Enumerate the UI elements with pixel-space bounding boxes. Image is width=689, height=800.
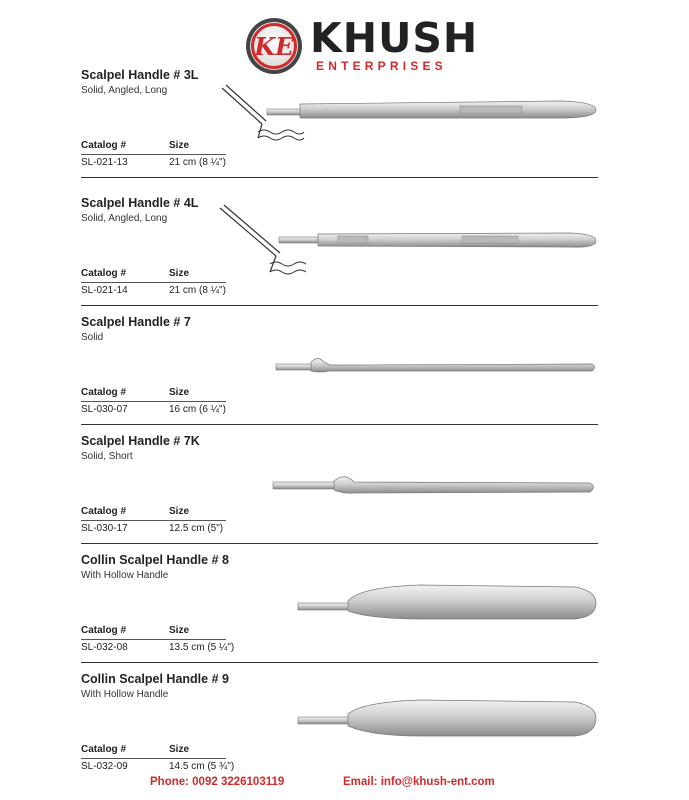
- product-card: [0, 426, 689, 544]
- product-title: Collin Scalpel Handle # 9: [81, 672, 229, 686]
- catalog-number: SL-021-13: [81, 157, 128, 168]
- catalog-header: Catalog #: [81, 140, 127, 151]
- section-divider: [81, 543, 598, 544]
- section-divider: [81, 177, 598, 178]
- product-card: [0, 307, 689, 425]
- catalog-header: Catalog #: [81, 744, 127, 755]
- size-header: Size: [169, 268, 190, 279]
- product-card: [0, 60, 689, 178]
- product-title: Scalpel Handle # 4L: [81, 196, 199, 210]
- size-value: 13.5 cm (5 ¼"): [169, 642, 235, 653]
- product-description: Solid, Short: [81, 451, 133, 462]
- short-scalpel-handle-icon: [0, 426, 689, 544]
- size-header: Size: [169, 625, 190, 636]
- section-divider: [81, 662, 598, 663]
- size-header: Size: [169, 387, 190, 398]
- size-value: 12.5 cm (5"): [169, 523, 224, 534]
- brand-tagline: ENTERPRISES: [316, 59, 447, 73]
- product-description: Solid, Angled, Long: [81, 213, 168, 224]
- catalog-number: SL-032-08: [81, 642, 128, 653]
- logo-mark-text: KE: [254, 32, 294, 61]
- section-divider: [81, 305, 598, 306]
- size-value: 21 cm (8 ¼"): [169, 285, 226, 296]
- angled-scalpel-handle-icon: [0, 60, 689, 178]
- size-value: 16 cm (6 ¼"): [169, 404, 226, 415]
- product-description: Solid, Angled, Long: [81, 85, 168, 96]
- hollow-scalpel-handle-icon: [0, 664, 689, 774]
- product-title: Scalpel Handle # 7: [81, 315, 191, 329]
- catalog-number: SL-030-17: [81, 523, 128, 534]
- size-header: Size: [169, 506, 190, 517]
- product-card: [0, 664, 689, 782]
- catalog-number: SL-021-14: [81, 285, 128, 296]
- catalog-number: SL-032-09: [81, 761, 128, 772]
- email-address: Email: info@khush-ent.com: [343, 776, 495, 788]
- product-title: Scalpel Handle # 7K: [81, 434, 200, 448]
- catalog-header: Catalog #: [81, 387, 127, 398]
- product-title: Scalpel Handle # 3L: [81, 68, 199, 82]
- product-title: Collin Scalpel Handle # 8: [81, 553, 229, 567]
- catalog-header: Catalog #: [81, 268, 127, 279]
- product-description: With Hollow Handle: [81, 570, 169, 581]
- size-header: Size: [169, 744, 190, 755]
- phone-number: Phone: 0092 3226103119: [150, 776, 285, 788]
- contact-footer: [0, 776, 689, 794]
- brand-name: KHUSH: [310, 14, 479, 62]
- product-description: Solid: [81, 332, 104, 343]
- product-description: With Hollow Handle: [81, 689, 169, 700]
- size-value: 21 cm (8 ¼"): [169, 157, 226, 168]
- product-card: [0, 188, 689, 306]
- size-value: 14.5 cm (5 ¾"): [169, 761, 235, 772]
- catalog-header: Catalog #: [81, 506, 127, 517]
- catalog-number: SL-030-07: [81, 404, 128, 415]
- section-divider: [81, 424, 598, 425]
- angled-scalpel-handle-icon: [0, 188, 689, 306]
- slim-scalpel-handle-icon: [0, 307, 689, 425]
- product-card: [0, 545, 689, 663]
- catalog-header: Catalog #: [81, 625, 127, 636]
- size-header: Size: [169, 140, 190, 151]
- hollow-scalpel-handle-icon: [0, 545, 689, 663]
